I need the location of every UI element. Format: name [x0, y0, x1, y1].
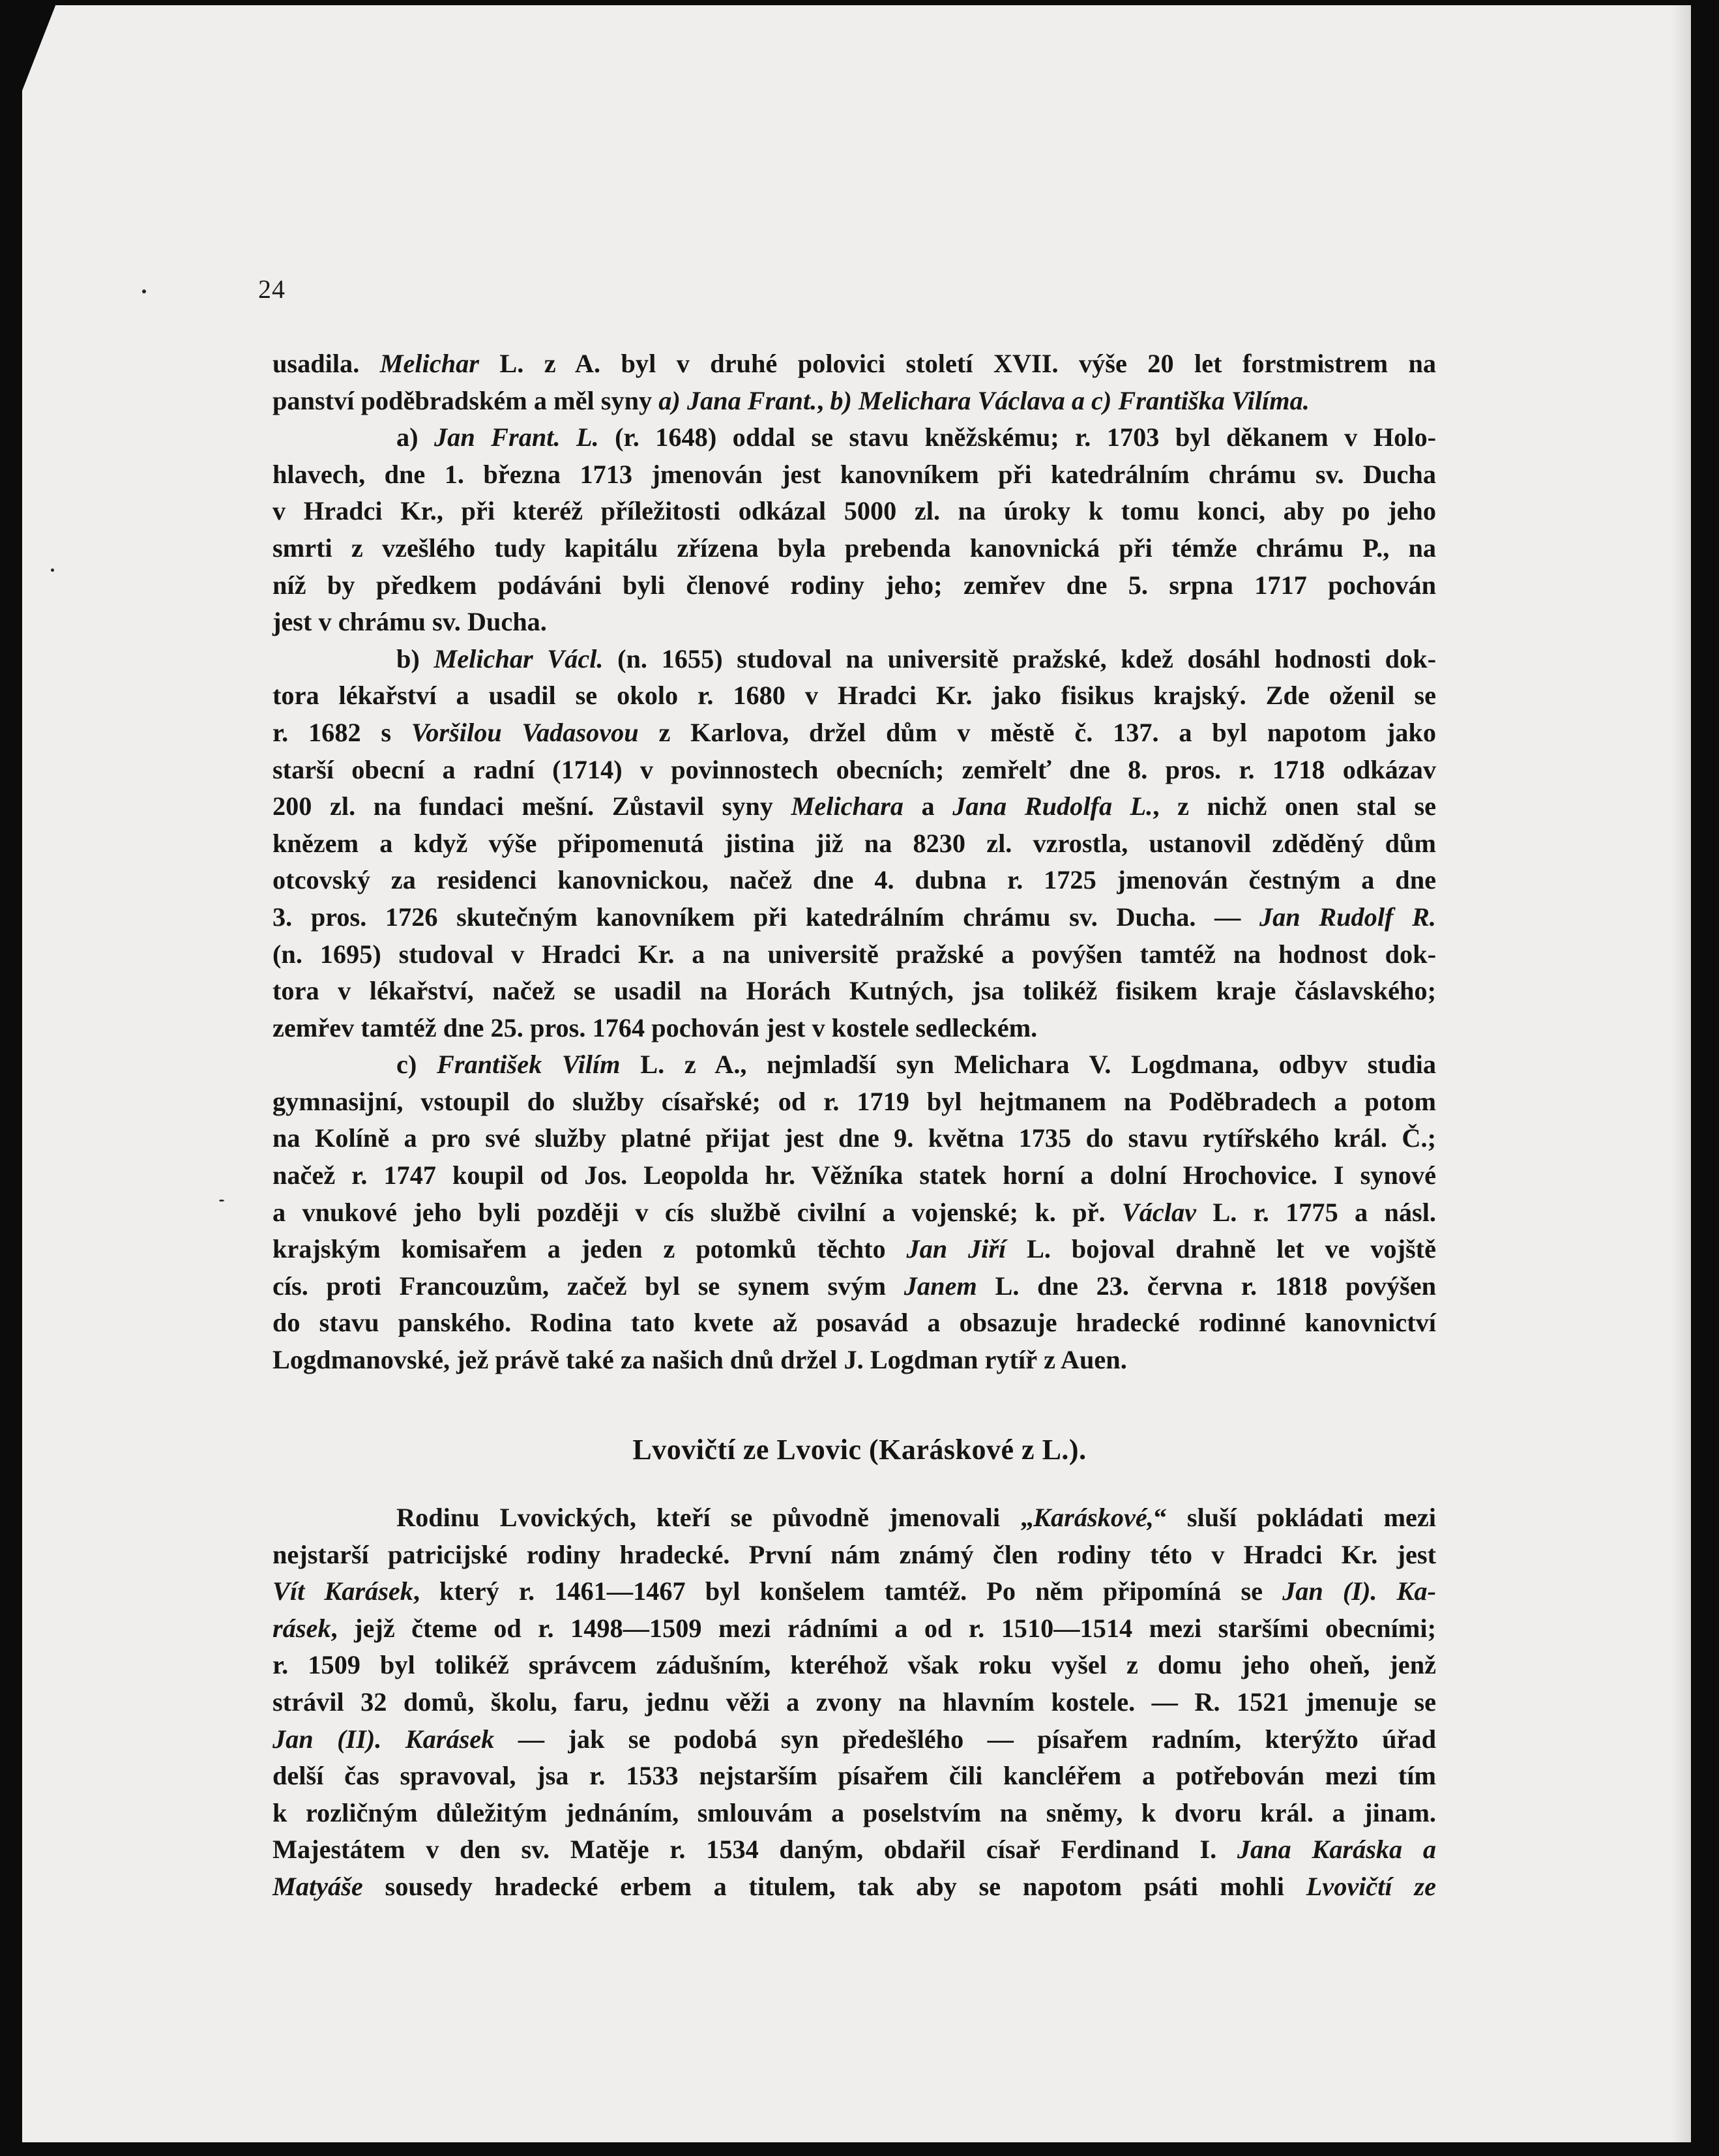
text-run: , z nichž onen stal se: [1153, 791, 1437, 821]
text-line: [272, 1831, 1436, 1868]
italic-name: Jan Frant. L.: [434, 422, 599, 452]
italic-name: Jan Rudolf R.: [1259, 902, 1436, 932]
text-run: c): [396, 1050, 437, 1080]
text-run: hlavech, dne 1. března 1713 jmenován jest kanovníkem při katedrálním chrámu sv. Ducha: [272, 459, 1436, 489]
italic-name: Jana Karáska a: [1237, 1835, 1436, 1865]
text-line: [272, 641, 1436, 678]
text-run: (n. 1655) studoval na universitě pražské, kdež dosáhl hodnosti dok-: [603, 643, 1436, 673]
scan-speck: [51, 569, 54, 572]
text-line: [272, 788, 1436, 825]
text-line: [272, 1795, 1436, 1832]
paragraph-block: [272, 346, 1436, 1379]
italic-name: Karáskové,: [1033, 1503, 1154, 1532]
text-run: (n. 1695) studoval v Hradci Kr. a na universitě pražské a povýšen tamtéž na hodnost dok-: [272, 939, 1436, 969]
text-run: a: [903, 791, 953, 821]
italic-name: Melichara: [791, 791, 904, 821]
text-line: [272, 1194, 1436, 1232]
text-line: [272, 752, 1436, 789]
text-line: [272, 1342, 1436, 1379]
text-run: zemřev tamtéž dne 25. pros. 1764 pochován jest v kostele sedleckém.: [272, 1012, 1038, 1042]
text-run: Majestátem v den sv. Matěje r. 1534 daným, obdařil císař Ferdinand I.: [272, 1835, 1237, 1865]
text-run: otcovský za residenci kanovnickou, načež dne 4. dubna r. 1725 jmenován čestným a dne: [272, 865, 1436, 895]
section-logdman-family: [272, 346, 1436, 1379]
italic-name: Jan (I). Ka-: [1282, 1576, 1436, 1606]
italic-name: Lvovičtí ze: [1306, 1871, 1436, 1901]
text-line: [272, 973, 1436, 1010]
text-line: [272, 1537, 1436, 1574]
text-run: a): [396, 422, 435, 452]
text-run: Logdmanovské, jež právě také za našich dnů držel J. Logdman rytíř z Auen.: [272, 1345, 1127, 1375]
scan-speck: [219, 1200, 224, 1202]
section-lvovicti: [272, 1499, 1436, 1906]
italic-name: Voršilou Vadasovou: [411, 717, 639, 747]
italic-name: b) Melichara Václava a c) Františka Vilíma.: [830, 385, 1310, 415]
text-run: — jak se podobá syn předešlého — písařem radním, kterýžto úřad: [494, 1724, 1436, 1754]
page-edge-shadow: [1671, 5, 1691, 2142]
text-run: L. dne 23. června r. 1818 povýšen: [977, 1271, 1436, 1301]
scan-speck: [142, 289, 146, 293]
text-line: [272, 530, 1436, 567]
text-line: [272, 1010, 1436, 1047]
text-run: panství poděbradském a měl syny: [272, 385, 659, 415]
text-run: tora v lékařství, načež se usadil na Horách Kutných, jsa tolikéž fisikem kraje čáslavského;: [272, 976, 1436, 1006]
text-line: [272, 419, 1436, 456]
text-line: [272, 456, 1436, 494]
text-line: [272, 1721, 1436, 1758]
text-line: [272, 825, 1436, 863]
page-number: 24: [258, 274, 286, 304]
text-line: [272, 1758, 1436, 1795]
text-line: [272, 1046, 1436, 1084]
italic-name: rásek: [272, 1613, 331, 1643]
text-run: usadila.: [272, 349, 380, 378]
text-line: [272, 715, 1436, 752]
text-run: k rozličným důležitým jednáním, smlouvám a poselstvím na sněmy, k dvoru král. a jinam.: [272, 1797, 1436, 1827]
text-line: [272, 1684, 1436, 1721]
text-run: (r. 1648) oddal se stavu kněžskému; r. 1703 byl děkanem v Holo-: [598, 422, 1437, 452]
text-run: r. 1509 byl tolikéž správcem zádušním, kteréhož však roku vyšel z domu jeho oheň, jenž: [272, 1650, 1436, 1680]
paragraph-block: [272, 1499, 1436, 1906]
text-run: níž by předkem podáváni byli členové rodiny jeho; zemřev dne 5. srpna 1717 pochován: [272, 570, 1436, 600]
text-line: [272, 1573, 1436, 1610]
text-line: [272, 493, 1436, 530]
text-line: [272, 1868, 1436, 1906]
section-heading: Lvovičtí ze Lvovic (Karáskové z L.).: [632, 1434, 1087, 1466]
text-line: [272, 936, 1436, 973]
text-run: knězem a když výše připomenutá jistina již na 8230 zl. vzrostla, ustanovil zděděný dům: [272, 828, 1436, 858]
text-line: [272, 604, 1436, 641]
text-run: r. 1682 s: [272, 717, 411, 747]
text-line: [272, 383, 1436, 420]
text-line: [272, 1305, 1436, 1342]
text-run: , jejž čteme od r. 1498—1509 mezi rádními a od r. 1510—1514 mezi staršími obecními;: [331, 1613, 1436, 1643]
text-run: L. z A., nejmladší syn Melichara V. Logdmana, odbyv studia: [620, 1050, 1436, 1080]
italic-name: a) Jana Frant.: [658, 385, 817, 415]
text-run: b): [396, 643, 434, 673]
text-run: sousedy hradecké erbem a titulem, tak aby se napotom psáti mohli: [362, 1871, 1306, 1901]
text-run: tora lékařství a usadil se okolo r. 1680 v Hradci Kr. jako fisikus krajský. Zde oženil se: [272, 681, 1436, 711]
text-run: na Kolíně a pro své služby platné přijat jest dne 9. května 1735 do stavu rytířského král. Č.;: [272, 1123, 1436, 1153]
text-run: “ sluší pokládati mezi: [1153, 1503, 1436, 1532]
text-line: [272, 1157, 1436, 1194]
text-line: [272, 1647, 1436, 1684]
italic-name: Jana Rudolfa L.: [952, 791, 1153, 821]
text-run: L. bojoval drahně let ve vojště: [1006, 1234, 1436, 1264]
text-line: [272, 1499, 1436, 1537]
text-run: do stavu panského. Rodina tato kvete až posavád a obsazuje hradecké rodinné kanovnictví: [272, 1308, 1436, 1338]
text-run: gymnasijní, vstoupil do služby císařské; od r. 1719 byl hejtmanem na Poděbradech a potom: [272, 1086, 1436, 1116]
text-run: 3. pros. 1726 skutečným kanovníkem při katedrálním chrámu sv. Ducha. —: [272, 902, 1259, 932]
italic-name: Melichar: [379, 349, 479, 378]
text-line: [272, 1120, 1436, 1157]
italic-name: Jan Jiří: [906, 1234, 1006, 1264]
text-run: L. r. 1775 a násl.: [1196, 1197, 1436, 1227]
text-run: jest v chrámu sv. Ducha.: [272, 607, 547, 637]
text-run: delší čas spravoval, jsa r. 1533 nejstarším písařem čili kancléřem a potřebován mezi tím: [272, 1761, 1436, 1791]
italic-name: Jan (II). Karásek: [272, 1724, 495, 1754]
text-run: v Hradci Kr., při kteréž příležitosti odkázal 5000 zl. na úroky k tomu konci, aby po jeho: [272, 496, 1436, 526]
text-line: [272, 677, 1436, 715]
text-run: ,: [817, 385, 830, 415]
text-line: [272, 862, 1436, 899]
text-run: nejstarší patricijské rodiny hradecké. První nám známý člen rodiny této v Hradci Kr. jest: [272, 1539, 1436, 1569]
text-line: [272, 899, 1436, 936]
text-line: [272, 1268, 1436, 1305]
italic-name: Václav: [1121, 1197, 1197, 1227]
text-run: načež r. 1747 koupil od Jos. Leopolda hr. Věžníka statek horní a dolní Hrochovice. I synové: [272, 1160, 1436, 1190]
text-line: [272, 346, 1436, 383]
text-run: 200 zl. na fundaci mešní. Zůstavil syny: [272, 791, 791, 821]
text-run: smrti z vzešlého tudy kapitálu zřízena byla prebenda kanovnická při témže chrámu P., na: [272, 533, 1436, 563]
text-run: starší obecní a radní (1714) v povinnostech obecních; zemřelť dne 8. pros. r. 1718 odkázav: [272, 754, 1436, 784]
text-run: a vnukové jeho byli později v cís službě civilní a vojenské; k. př.: [272, 1197, 1122, 1227]
italic-name: František Vilím: [437, 1050, 621, 1080]
text-line: [272, 1610, 1436, 1647]
italic-name: Melichar Václ.: [433, 643, 604, 673]
italic-name: Vít Karásek: [272, 1576, 413, 1606]
italic-name: Janem: [904, 1271, 977, 1301]
text-run: cís. proti Francouzům, začež byl se synem svým: [272, 1271, 904, 1301]
text-run: Rodinu Lvovických, kteří se původně jmenovali „: [396, 1503, 1034, 1532]
text-run: krajským komisařem a jeden z potomků těchto: [272, 1234, 907, 1264]
italic-name: Matyáše: [272, 1871, 363, 1901]
text-run: , který r. 1461—1467 byl konšelem tamtéž. Po něm připomíná se: [413, 1576, 1283, 1606]
text-run: strávil 32 domů, školu, faru, jednu věži a zvony na hlavním kostele. — R. 1521 jmenuje se: [272, 1687, 1436, 1717]
text-line: [272, 1084, 1436, 1121]
text-run: z Karlova, držel dům v městě č. 137. a byl napotom jako: [638, 717, 1436, 747]
text-line: [272, 567, 1436, 604]
text-run: L. z A. byl v druhé polovici století XVII. výše 20 let forstmistrem na: [478, 349, 1437, 378]
text-line: [272, 1231, 1436, 1268]
